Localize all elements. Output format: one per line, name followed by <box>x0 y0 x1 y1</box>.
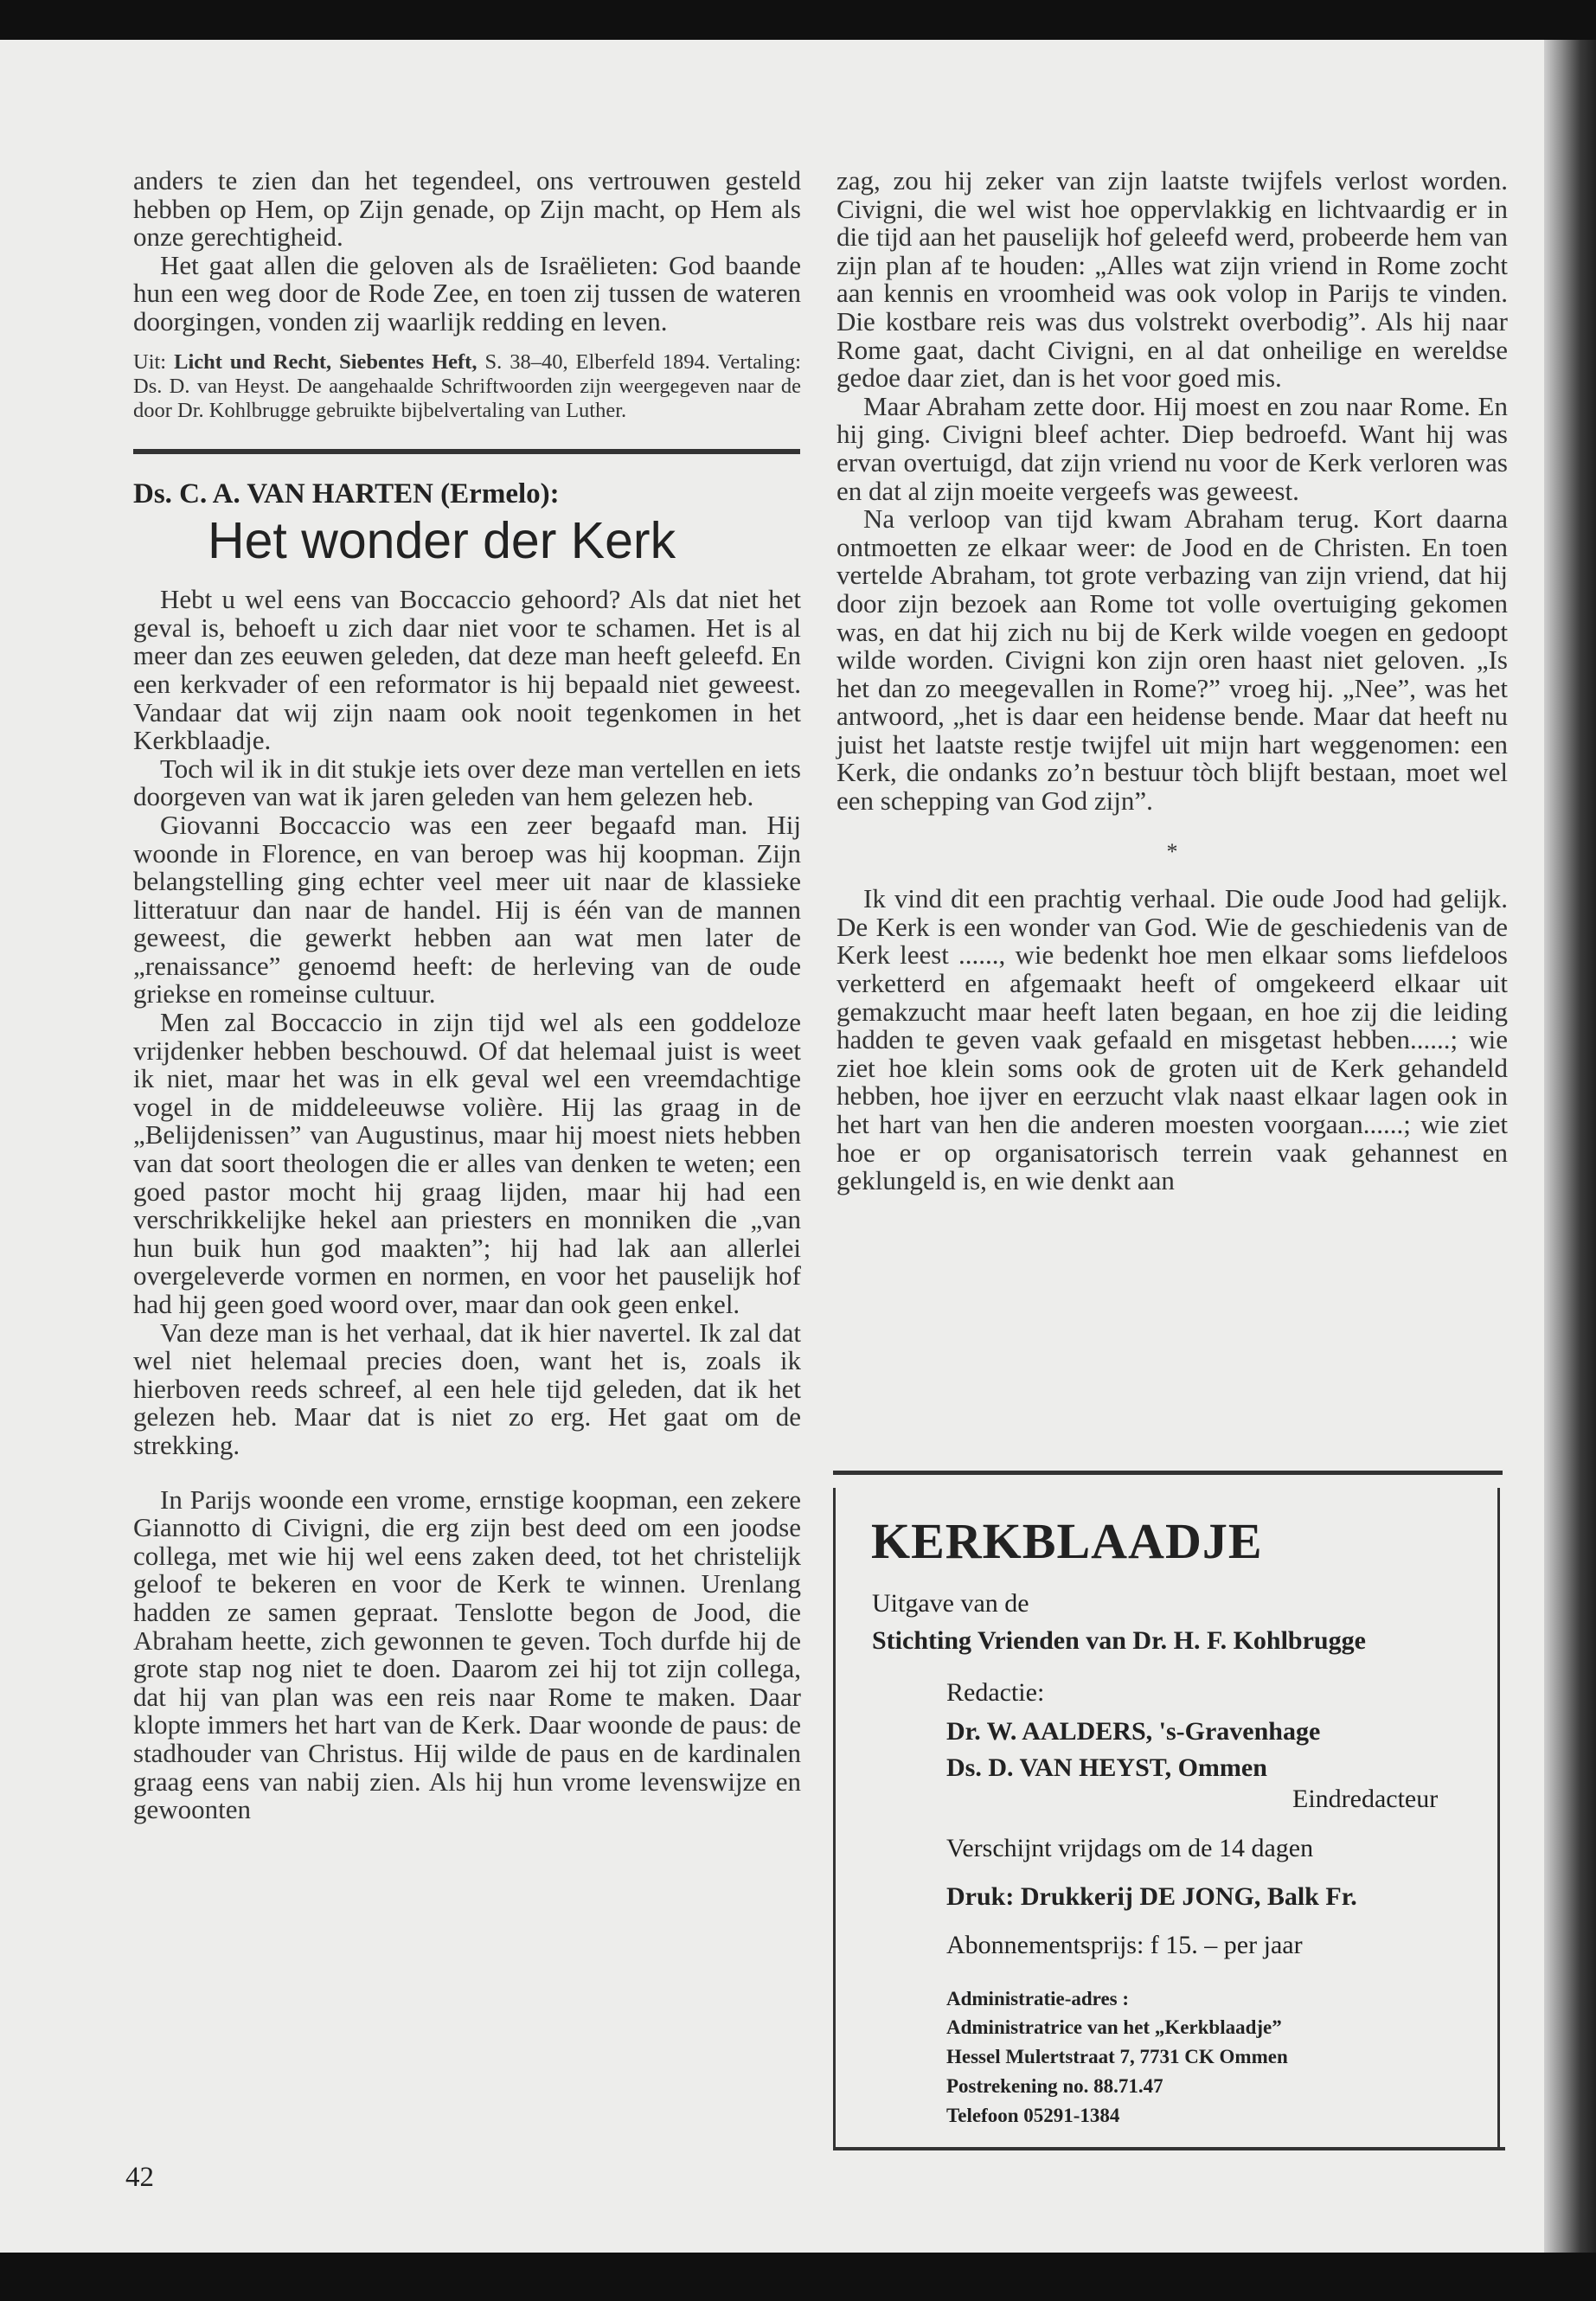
binding-spine <box>1544 40 1596 2253</box>
admin-street: Hessel Mulertstraat 7, 7731 CK Ommen <box>946 2046 1288 2067</box>
scan-bottom-border <box>0 2253 1596 2301</box>
source-title: Licht und Recht, Siebentes Heft, <box>174 349 478 374</box>
colophon-box <box>833 1488 1500 2147</box>
paragraph: Maar Abraham zette door. Hij moest en zou naar Rome. En hij ging. Civigni bleef achter. Diep bedroefd. Want hij was ervan overtuigd, dat zijn vriend nu voor de Kerk verloren was en dat al zijn moeite vergeefs was geweest. <box>836 390 1508 506</box>
article-author: Ds. C. A. VAN HARTEN (Ermelo): <box>133 478 560 510</box>
paragraph: Ik vind dit een prachtig verhaal. Die oude Jood had gelijk. De Kerk is een wonder van God. Wie de geschiedenis van de Kerk leest ......, wie bedenkt hoe men elkaar soms liefdeloos verketterd en afgemaakt heeft of omgekeerd elkaar uit gemakzucht maar heeft laten begaan, en hoe zij die leiding hadden te geven vaak gefaald en misgetast hebben......; wie ziet hoe klein soms ook de groten uit de Kerk gehandeld hebben, hoe ijver en eerzucht vlak naast elkaar lagen ook in het hart van hen die anderen moesten voorgaan......; wie ziet hoe er op organisatorisch terrein vaak gehannest en geklungeld is, en wie denkt aan <box>836 883 1508 1196</box>
editor-role: Eindredacteur <box>1292 1785 1439 1813</box>
editors-label: Redactie: <box>946 1678 1045 1707</box>
left-column <box>133 167 801 1824</box>
source-details: S. 38–40, Elberfeld 1894. Vertaling: Ds. D. van Heyst. De aangehaalde Schriftwoorden zijn weergegeven naar de door Dr. Kohlbrugge gebruikte bijbelvertaling van Luther. <box>133 349 801 422</box>
publisher-label: Uitgave van de <box>872 1589 1029 1618</box>
editor-name: Dr. W. AALDERS, 's-Gravenhage <box>946 1717 1321 1746</box>
paragraph: Het gaat allen die geloven als de Israëlieten: God baande hun een weg door de Rode Zee, en toen zij tussen de wateren doorgingen, vonden zij waarlijk redding en leven. <box>133 249 801 336</box>
paragraph: Giovanni Boccaccio was een zeer begaafd man. Hij woonde in Florence, en van beroep was hij koopman. Zijn belangstelling ging echter veel meer uit naar de klassieke litteratuur dan naar de handel. Hij is één van de mannen geweest, die gewerkt hebben aan wat men later de „renaissance” genoemd heeft: de herleving van de oude griekse en romeinse cultuur. <box>133 809 801 1009</box>
section-divider <box>133 449 800 454</box>
paragraph: Toch wil ik in dit stukje iets over deze man vertellen en iets doorgeven van wat ik jaren geleden van hem gelezen heb. <box>133 753 801 812</box>
article-title: Het wonder der Kerk <box>208 512 676 570</box>
source-note <box>133 350 801 423</box>
admin-label: Administratie-adres : <box>946 1988 1130 2009</box>
paragraph: Men zal Boccaccio in zijn tijd wel als een goddeloze vrijdenker hebben beschouwd. Of dat helemaal juist is weet ik niet, maar het was in elk geval wel een vreemdachtige vogel in de middeleeuwse volière. Hij las graag in de „Belijdenissen” van Augustinus, maar hij moest niets hebben van dat soort theologen die er alles van denken te weten; een goed pastor mocht hij graag lijden, maar hij had een verschrikkelijke hekel aan priesters en monniken die „van hun buik hun god maakten”; hij had lak aan allerlei overgeleverde vormen en normen, en voor het pauselijk hof had hij geen goed woord over, maar dan ook geen enkel. <box>133 1007 801 1319</box>
editor-name: Ds. D. VAN HEYST, Ommen <box>946 1753 1267 1782</box>
right-column <box>836 167 1508 1195</box>
scan-top-border <box>0 0 1596 40</box>
paragraph: zag, zou hij zeker van zijn laatste twijfels verlost worden. Civigni, die wel wist hoe oppervlakkig en lichtvaardig er in die tijd aan het pauselijk hof geleefd werd, probeerde hem van zijn plan af te houden: „Alles wat zijn vriend in Rome zocht aan kennis en vroomheid was ook volop in Parijs te vinden. Die kostbare reis was dus volstrekt overbodig”. Als hij naar Rome gaat, dacht Civigni, en al dat onheilige en wereldse gedoe daar ziet, dan is het voor goed mis. <box>836 165 1508 394</box>
page-number: 42 <box>125 2162 154 2193</box>
giro-number: Postrekening no. 88.71.47 <box>946 2075 1163 2097</box>
paragraph: Hebt u wel eens van Boccaccio gehoord? Als dat niet het geval is, behoeft u zich daar niet voor te schamen. Het is al meer dan zes eeuwen geleden, dat deze man heeft geleefd. En een kerkvader of een reformator is hij bepaald niet geweest. Vandaar dat wij zijn naam ook nooit tegenkomen in het Kerkblaadje. <box>133 584 801 756</box>
colophon-top-rule <box>833 1471 1503 1475</box>
colophon-bottom-rule <box>833 2147 1505 2150</box>
paragraph: Van deze man is het verhaal, dat ik hier navertel. Ik zal dat wel niet helemaal precies doen, want het is, zoals ik hierboven reeds schreef, al een hele tijd geleden, dat ik het gelezen heb. Maar dat is niet zo erg. Het gaat om de strekking. <box>133 1317 801 1460</box>
masthead: KERKBLAADJE <box>871 1513 1263 1569</box>
subscription-price: Abonnementsprijs: f 15. – per jaar <box>946 1931 1303 1959</box>
publication-frequency: Verschijnt vrijdags om de 14 dagen <box>946 1834 1314 1862</box>
paragraph: anders te zien dan het tegendeel, ons vertrouwen gesteld hebben op Hem, op Zijn genade, op Zijn macht, op Hem als onze gerechtigheid. <box>133 165 801 253</box>
phone-number: Telefoon 05291-1384 <box>946 2105 1120 2126</box>
section-separator: * <box>1166 838 1178 864</box>
paragraph: In Parijs woonde een vrome, ernstige koopman, een zekere Giannotto di Civigni, die erg zijn best deed om een joodse collega, met wie hij wel eens zaken deed, tot het christelijk geloof te bekeren en voor de Kerk te winnen. Urenlang hadden ze samen gepraat. Tenslotte begon de Jood, die Abraham heette, zich gewonnen te geven. Toch durfde hij de grote stap nog niet te doen. Daarom zei hij tot zijn collega, dat hij van plan was een reis naar Rome te maken. Daar klopte immers het hart van de Kerk. Daar woonde de paus: de stadhouder van Christus. Hij wilde de paus en de kardinalen graag eens van nabij zien. Als hij hun vrome levenswijze en gewoonten <box>133 1484 801 1825</box>
source-prefix: Uit: <box>133 349 175 374</box>
admin-name: Administratrice van het „Kerkblaadje” <box>946 2016 1282 2038</box>
paragraph: Na verloop van tijd kwam Abraham terug. Kort daarna ontmoetten ze elkaar weer: de Jood en de Christen. En toen vertelde Abraham, tot grote verbazing van zijn vriend, dat hij door zijn bezoek aan Rome tot volle overtuiging gekomen was, en dat hij zich nu bij de Kerk wilde voegen en gedoopt wilde worden. Civigni kon zijn oren haast niet geloven. „Is het dan zo meegevallen in Rome?” vroeg hij. „Nee”, was het antwoord, „het is daar een heidense bende. Maar dat heeft nu juist het laatste restje twijfel uit mijn hart weggenomen: een Kerk, die ondanks zo’n bestuur tòch blijft bestaan, moet wel een schepping van God zijn”. <box>836 503 1508 817</box>
publisher-name: Stichting Vrienden van Dr. H. F. Kohlbrugge <box>872 1626 1366 1655</box>
printer-info: Druk: Drukkerij DE JONG, Balk Fr. <box>946 1882 1357 1911</box>
